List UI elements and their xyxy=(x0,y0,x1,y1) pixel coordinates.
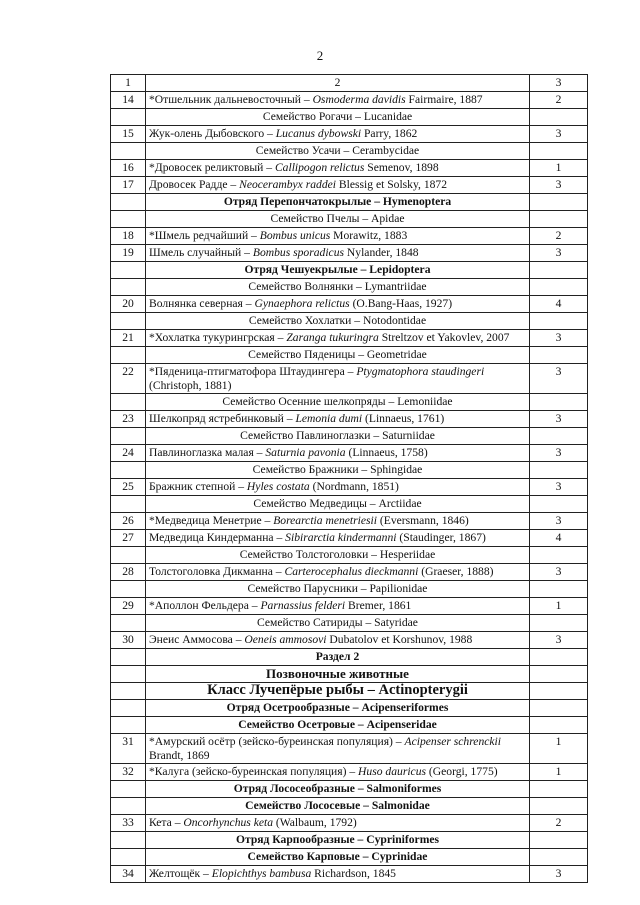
status-category: 1 xyxy=(530,598,588,615)
section-heading: Отряд Чешуекрылые – Lepidoptera xyxy=(146,262,530,279)
empty-cell xyxy=(530,279,588,296)
section-heading-row xyxy=(111,143,588,160)
section-heading: Семейство Толстоголовки – Hesperiidae xyxy=(146,547,530,564)
status-category: 1 xyxy=(530,734,588,764)
name-text: Медведица Киндерманна – xyxy=(149,531,286,544)
name-text: (Graeser, 1888) xyxy=(418,565,494,578)
row-number: 14 xyxy=(111,92,146,109)
table-row xyxy=(111,364,588,394)
empty-cell xyxy=(111,194,146,211)
name-text: Жук-олень Дыбовского – xyxy=(149,127,276,140)
empty-cell xyxy=(530,832,588,849)
section-heading-row xyxy=(111,462,588,479)
name-text: (O.Bang-Haas, 1927) xyxy=(349,297,453,310)
empty-cell xyxy=(111,394,146,411)
status-category: 2 xyxy=(530,815,588,832)
name-text: Brandt, 1869 xyxy=(149,748,210,762)
latin-name: Bombus unicus xyxy=(259,229,331,242)
name-text: Дровосек Радде – xyxy=(149,178,240,191)
table-row xyxy=(111,330,588,347)
latin-name: Bombus sporadicus xyxy=(252,246,345,259)
status-category: 3 xyxy=(530,445,588,462)
status-category: 3 xyxy=(530,513,588,530)
empty-cell xyxy=(111,109,146,126)
section-heading: Семейство Пчелы – Apidae xyxy=(146,211,530,228)
name-text: Morawitz, 1883 xyxy=(330,229,408,242)
row-number: 32 xyxy=(111,764,146,781)
empty-cell xyxy=(530,649,588,666)
species-name xyxy=(146,160,530,177)
empty-cell xyxy=(530,347,588,364)
row-number: 22 xyxy=(111,364,146,394)
section-heading: Семейство Лососевые – Salmonidae xyxy=(146,798,530,815)
empty-cell xyxy=(530,262,588,279)
name-text: (Staudinger, 1867) xyxy=(396,531,486,544)
status-category: 1 xyxy=(530,764,588,781)
name-text: Шмель случайный – xyxy=(149,246,253,259)
species-name xyxy=(146,734,530,764)
section-heading: Отряд Перепончатокрылые – Hymenoptera xyxy=(146,194,530,211)
latin-name: Osmoderma davidis xyxy=(312,93,406,106)
latin-name: Ptygmatophora staudingeri xyxy=(356,365,485,378)
name-text: Желтощёк – xyxy=(149,867,212,880)
section-heading-row xyxy=(111,279,588,296)
section-heading: Отряд Осетрообразные – Acipenseriformes xyxy=(146,700,530,717)
section-heading: Семейство Карповые – Cyprinidae xyxy=(146,849,530,866)
empty-cell xyxy=(111,666,146,683)
name-text: *Пяденица-птигматофора Штаудингера – xyxy=(149,365,357,378)
species-name xyxy=(146,445,530,462)
row-number: 19 xyxy=(111,245,146,262)
table-row xyxy=(111,411,588,428)
name-text: *Хохлатка тукурингрская – xyxy=(149,331,287,344)
name-text: (Georgi, 1775) xyxy=(426,765,498,778)
empty-cell xyxy=(530,666,588,683)
page-number: 2 xyxy=(316,48,324,63)
section-heading: Семейство Осетровые – Acipenseridae xyxy=(146,717,530,734)
species-name xyxy=(146,92,530,109)
table-row xyxy=(111,632,588,649)
status-category: 3 xyxy=(530,866,588,883)
section-heading-row xyxy=(111,832,588,849)
table-row xyxy=(111,598,588,615)
row-number: 24 xyxy=(111,445,146,462)
species-name xyxy=(146,764,530,781)
section-heading-row xyxy=(111,581,588,598)
row-number: 25 xyxy=(111,479,146,496)
species-name xyxy=(146,245,530,262)
table-row xyxy=(111,228,588,245)
section-heading: Позвоночные животные xyxy=(146,666,530,683)
species-name xyxy=(146,513,530,530)
row-number: 34 xyxy=(111,866,146,883)
row-number: 16 xyxy=(111,160,146,177)
species-name xyxy=(146,530,530,547)
empty-cell xyxy=(530,781,588,798)
empty-cell xyxy=(530,496,588,513)
species-table xyxy=(110,74,588,883)
empty-cell xyxy=(530,211,588,228)
species-name xyxy=(146,296,530,313)
name-text: Кета – xyxy=(149,816,184,829)
status-category: 2 xyxy=(530,228,588,245)
section-heading-row xyxy=(111,717,588,734)
empty-cell xyxy=(111,700,146,717)
empty-cell xyxy=(111,462,146,479)
latin-name: Neocerambyx raddei xyxy=(239,178,336,191)
row-number: 26 xyxy=(111,513,146,530)
table-row xyxy=(111,126,588,143)
table-body xyxy=(111,92,588,883)
empty-cell xyxy=(111,547,146,564)
section-heading-row xyxy=(111,781,588,798)
name-text: Nylander, 1848 xyxy=(344,246,419,259)
species-name xyxy=(146,364,530,394)
empty-cell xyxy=(530,581,588,598)
table-row xyxy=(111,866,588,883)
latin-name: Oncorhynchus keta xyxy=(183,816,274,829)
section-heading-row xyxy=(111,313,588,330)
species-name xyxy=(146,126,530,143)
latin-name: Lucanus dybowski xyxy=(275,127,362,140)
latin-name: Gynaephora relictus xyxy=(254,297,350,310)
name-text: Richardson, 1845 xyxy=(311,867,396,880)
row-number: 21 xyxy=(111,330,146,347)
status-category: 4 xyxy=(530,530,588,547)
name-text: Fairmaire, 1887 xyxy=(405,93,483,106)
name-text: (Eversmann, 1846) xyxy=(377,514,469,527)
row-number: 17 xyxy=(111,177,146,194)
table-row xyxy=(111,177,588,194)
section-heading-row xyxy=(111,666,588,683)
empty-cell xyxy=(111,428,146,445)
section-heading: Семейство Осенние шелкопряды – Lemoniidae xyxy=(146,394,530,411)
table-row xyxy=(111,245,588,262)
status-category: 3 xyxy=(530,479,588,496)
latin-name: Parnassius felderi xyxy=(260,599,346,612)
row-number: 29 xyxy=(111,598,146,615)
section-heading-row xyxy=(111,798,588,815)
status-category: 3 xyxy=(530,177,588,194)
name-text: Bremer, 1861 xyxy=(345,599,412,612)
name-text: (Linnaeus, 1761) xyxy=(362,412,445,425)
header-col-number: 1 xyxy=(111,75,146,92)
empty-cell xyxy=(111,581,146,598)
name-text: Толстоголовка Дикманна – xyxy=(149,565,285,578)
section-heading-row xyxy=(111,211,588,228)
row-number: 15 xyxy=(111,126,146,143)
latin-name: Zaranga tukuringra xyxy=(286,331,379,344)
section-heading-row xyxy=(111,700,588,717)
section-heading: Семейство Парусники – Papilionidae xyxy=(146,581,530,598)
row-number: 23 xyxy=(111,411,146,428)
latin-name: Acipenser schrenckii xyxy=(404,735,501,748)
empty-cell xyxy=(111,849,146,866)
latin-name: Saturnia pavonia xyxy=(265,446,346,459)
species-name xyxy=(146,479,530,496)
species-name xyxy=(146,411,530,428)
status-category: 4 xyxy=(530,296,588,313)
section-heading-row xyxy=(111,194,588,211)
table-row xyxy=(111,815,588,832)
empty-cell xyxy=(530,683,588,700)
empty-cell xyxy=(111,347,146,364)
species-name xyxy=(146,330,530,347)
section-heading: Семейство Сатириды – Satyridae xyxy=(146,615,530,632)
status-category: 3 xyxy=(530,564,588,581)
name-text: Шелкопряд ястребинковый – xyxy=(149,412,296,425)
name-text: *Калуга (зейско-буреинская популяция) – xyxy=(149,765,359,778)
row-number: 20 xyxy=(111,296,146,313)
table-row xyxy=(111,296,588,313)
table-row xyxy=(111,734,588,764)
section-heading: Отряд Лососеобразные – Salmoniformes xyxy=(146,781,530,798)
name-text: Streltzov et Yakovlev, 2007 xyxy=(378,331,510,344)
latin-name: Lemonia dumi xyxy=(295,412,363,425)
section-heading: Семейство Пяденицы – Geometridae xyxy=(146,347,530,364)
empty-cell xyxy=(111,649,146,666)
header-col-name: 2 xyxy=(146,75,530,92)
latin-name: Huso dauricus xyxy=(358,765,427,778)
name-text: Бражник степной – xyxy=(149,480,247,493)
section-heading: Отряд Карпообразные – Cypriniformes xyxy=(146,832,530,849)
latin-name: Callipogon relictus xyxy=(274,161,365,174)
section-heading: Семейство Хохлатки – Notodontidae xyxy=(146,313,530,330)
species-name xyxy=(146,177,530,194)
empty-cell xyxy=(111,211,146,228)
name-text: *Отшельник дальневосточный – xyxy=(149,93,313,106)
section-heading-row xyxy=(111,109,588,126)
name-text: (Linnaeus, 1758) xyxy=(345,446,428,459)
name-text: *Аполлон Фельдера – xyxy=(149,599,261,612)
section-heading: Семейство Павлиноглазки – Saturniidae xyxy=(146,428,530,445)
status-category: 3 xyxy=(530,411,588,428)
empty-cell xyxy=(111,798,146,815)
empty-cell xyxy=(111,313,146,330)
empty-cell xyxy=(530,313,588,330)
empty-cell xyxy=(530,547,588,564)
section-heading-row xyxy=(111,347,588,364)
name-text: *Шмель редчайший – xyxy=(149,229,260,242)
status-category: 3 xyxy=(530,632,588,649)
empty-cell xyxy=(530,143,588,160)
header-col-category: 3 xyxy=(530,75,588,92)
species-name xyxy=(146,632,530,649)
empty-cell xyxy=(111,143,146,160)
section-heading-row xyxy=(111,649,588,666)
table-row xyxy=(111,564,588,581)
table-header-row xyxy=(111,75,588,92)
name-text: Волнянка северная – xyxy=(149,297,255,310)
section-heading-row xyxy=(111,547,588,564)
status-category: 3 xyxy=(530,126,588,143)
latin-name: Elopichthys bambusa xyxy=(211,867,312,880)
row-number: 28 xyxy=(111,564,146,581)
name-text: Semenov, 1898 xyxy=(364,161,439,174)
status-category: 3 xyxy=(530,364,588,394)
name-text: Энеис Аммосова – xyxy=(149,633,245,646)
section-heading-row xyxy=(111,428,588,445)
species-name xyxy=(146,866,530,883)
name-text: Parry, 1862 xyxy=(361,127,418,140)
empty-cell xyxy=(111,262,146,279)
table-row xyxy=(111,764,588,781)
section-heading: Семейство Медведицы – Arctiidae xyxy=(146,496,530,513)
species-name xyxy=(146,564,530,581)
empty-cell xyxy=(530,849,588,866)
section-heading: Семейство Рогачи – Lucanidae xyxy=(146,109,530,126)
section-heading-row xyxy=(111,615,588,632)
empty-cell xyxy=(111,683,146,700)
empty-cell xyxy=(530,394,588,411)
latin-name: Oeneis ammosovi xyxy=(244,633,327,646)
empty-cell xyxy=(111,781,146,798)
status-category: 1 xyxy=(530,160,588,177)
empty-cell xyxy=(530,700,588,717)
table-row xyxy=(111,530,588,547)
table-row xyxy=(111,479,588,496)
section-heading: Раздел 2 xyxy=(146,649,530,666)
latin-name: Carterocephalus dieckmanni xyxy=(284,565,419,578)
row-number: 18 xyxy=(111,228,146,245)
name-text: *Амурский осётр (зейско-буреинская популяция) – xyxy=(149,735,405,748)
name-text: (Nordmann, 1851) xyxy=(309,480,399,493)
section-heading-row xyxy=(111,683,588,700)
section-heading-row xyxy=(111,394,588,411)
name-text: (Walbaum, 1792) xyxy=(273,816,357,829)
table-row xyxy=(111,445,588,462)
latin-name: Sibirarctia kindermanni xyxy=(285,531,397,544)
empty-cell xyxy=(530,194,588,211)
latin-name: Borearctia menetriesii xyxy=(273,514,377,527)
empty-cell xyxy=(530,717,588,734)
empty-cell xyxy=(530,615,588,632)
row-number: 33 xyxy=(111,815,146,832)
status-category: 2 xyxy=(530,92,588,109)
name-text: (Christoph, 1881) xyxy=(149,378,232,392)
empty-cell xyxy=(530,109,588,126)
row-number: 31 xyxy=(111,734,146,764)
empty-cell xyxy=(111,832,146,849)
species-name xyxy=(146,815,530,832)
empty-cell xyxy=(111,496,146,513)
species-name xyxy=(146,598,530,615)
empty-cell xyxy=(530,462,588,479)
name-text: Dubatolov et Korshunov, 1988 xyxy=(326,633,473,646)
name-text: *Медведица Менетрие – xyxy=(149,514,274,527)
species-name xyxy=(146,228,530,245)
table-row xyxy=(111,92,588,109)
section-heading-row xyxy=(111,496,588,513)
section-heading: Семейство Бражники – Sphingidae xyxy=(146,462,530,479)
name-text: Blessig et Solsky, 1872 xyxy=(336,178,448,191)
empty-cell xyxy=(111,615,146,632)
empty-cell xyxy=(530,428,588,445)
name-text: *Дровосек реликтовый – xyxy=(149,161,275,174)
section-heading-row xyxy=(111,849,588,866)
section-heading: Семейство Усачи – Cerambycidae xyxy=(146,143,530,160)
table-row xyxy=(111,513,588,530)
row-number: 30 xyxy=(111,632,146,649)
status-category: 3 xyxy=(530,245,588,262)
table-row xyxy=(111,160,588,177)
row-number: 27 xyxy=(111,530,146,547)
latin-name: Hyles costata xyxy=(246,480,310,493)
status-category: 3 xyxy=(530,330,588,347)
empty-cell xyxy=(111,279,146,296)
name-text: Павлиноглазка малая – xyxy=(149,446,266,459)
section-heading: Класс Лучепёрые рыбы – Actinopterygii xyxy=(146,683,530,700)
section-heading-row xyxy=(111,262,588,279)
empty-cell xyxy=(530,798,588,815)
empty-cell xyxy=(111,717,146,734)
section-heading: Семейство Волнянки – Lymantriidae xyxy=(146,279,530,296)
